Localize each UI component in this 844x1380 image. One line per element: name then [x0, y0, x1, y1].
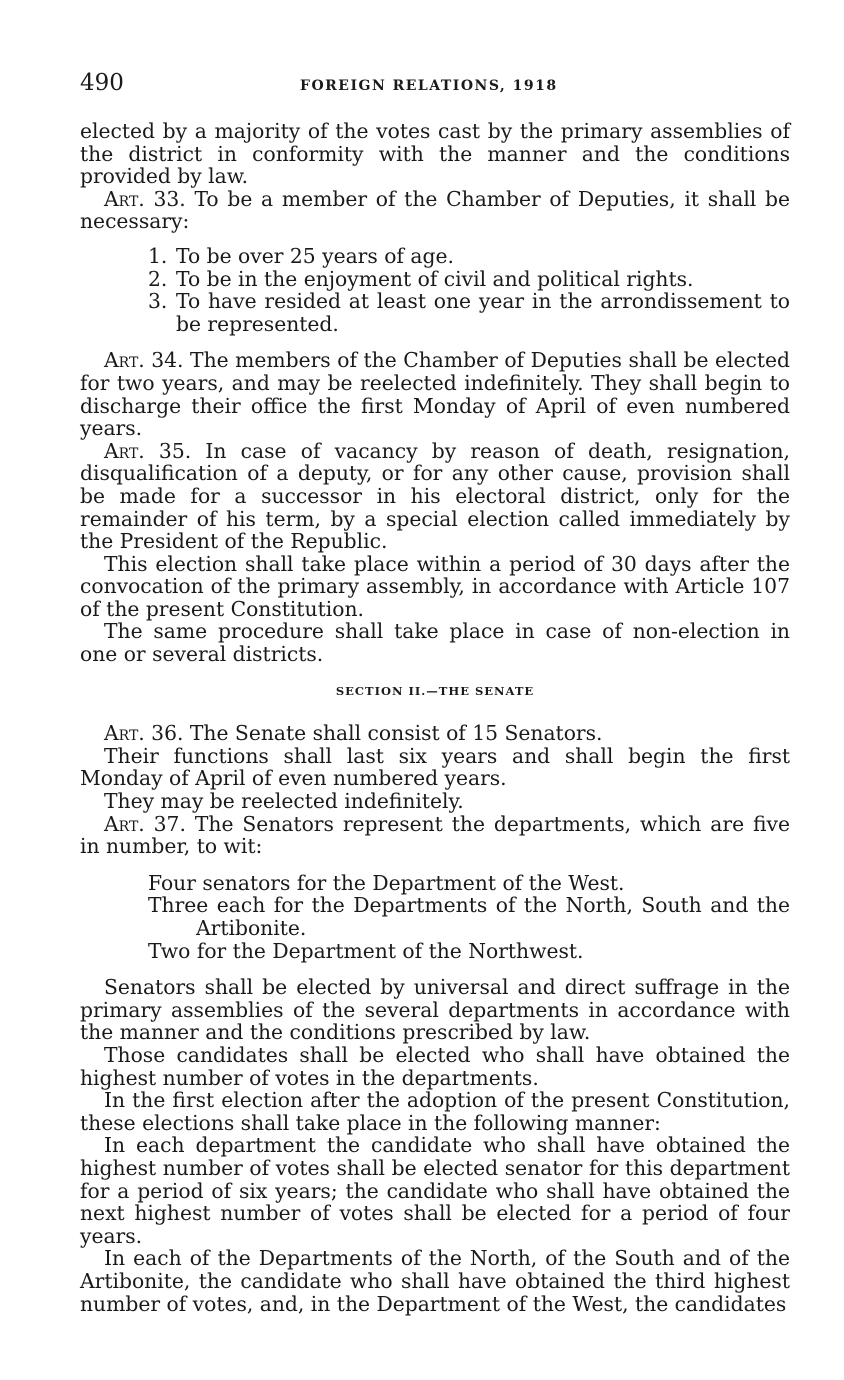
article-36	[80, 722, 790, 745]
list-text: To have resided at least one year in the arrondissement to be represented.	[176, 289, 790, 336]
article-text: To be a member of the Chamber of Deputies, it shall be necessary:	[80, 186, 790, 234]
section-heading: SECTION II.—THE SENATE	[335, 683, 535, 698]
article-36-paragraph-3: They may be reelected indefinitely.	[104, 789, 464, 814]
article-label: Art. 37.	[104, 811, 186, 836]
list-item: Four senators for the Department of the West.	[148, 870, 625, 895]
list-item	[148, 290, 790, 335]
page-number: 490	[80, 70, 124, 96]
article-35-paragraph-3: The same procedure shall take place in case of non-election in one or several districts.	[80, 619, 790, 667]
list-number: 3.	[148, 289, 168, 314]
article-33-requirements	[80, 245, 790, 335]
article-text: The members of the Chamber of Deputies shall be elected for two years, and may be reelected indefinitely. They shall begin to discharge their office the first Monday of April of even numbered years.	[80, 348, 790, 441]
list-item	[148, 245, 790, 268]
article-text: The Senate shall consist of 15 Senators.	[189, 721, 603, 746]
article-36-paragraph-2: Their functions shall last six years and shall begin the first Monday of April of even numbered years.	[80, 743, 790, 791]
document-page	[80, 72, 790, 1315]
list-item: Two for the Department of the Northwest.	[148, 938, 584, 963]
article-label: Art. 35.	[104, 438, 192, 463]
list-number: 2.	[148, 266, 168, 291]
paragraph: In each of the Departments of the North, of the South and of the Artibonite, the candidate who shall have obtained the third highest number of votes, and, in the Department of the West, the candidates	[80, 1246, 790, 1316]
article-34	[80, 349, 790, 439]
article-label: Art. 33.	[104, 186, 186, 211]
article-label: Art. 36.	[104, 721, 184, 746]
list-number: 1.	[148, 243, 168, 268]
article-37	[80, 813, 790, 858]
list-item	[148, 268, 790, 291]
senator-allocation-list	[80, 872, 790, 962]
paragraph: Senators shall be elected by universal and direct suffrage in the primary assemblies of the several departments in accordance with the manner and the conditions prescribed by law.	[80, 975, 790, 1045]
article-label: Art. 34.	[104, 348, 184, 373]
article-text: In case of vacancy by reason of death, resignation, disqualification of a deputy, or for any other cause, provision shall be made for a successor in his electoral district, only for the remainder of his term, by a special election called immediately by the President of the Republic.	[80, 438, 790, 554]
paragraph: Those candidates shall be elected who shall have obtained the highest number of votes in the departments.	[80, 1042, 790, 1090]
article-35-paragraph-2: This election shall take place within a period of 30 days after the convocation of the primary assembly, in accordance with Article 107 of the present Constitution.	[80, 551, 790, 621]
article-35	[80, 440, 790, 553]
running-title: FOREIGN RELATIONS, 1918	[300, 78, 558, 94]
list-item: Three each for the Departments of the North, South and the Artibonite.	[148, 893, 790, 940]
paragraph: In each department the candidate who shall have obtained the highest number of votes shall be elected senator for this department for a period of six years; the candidate who shall have obtained the next highest number of votes shall be elected for a period of four years.	[80, 1133, 790, 1248]
continued-paragraph: elected by a majority of the votes cast by the primary assemblies of the district in conformity with the manner and the conditions provided by law.	[80, 119, 790, 189]
article-33	[80, 188, 790, 233]
page-header	[80, 72, 790, 102]
paragraph: In the first election after the adoption of the present Constitution, these elections shall take place in the following manner:	[80, 1088, 790, 1135]
list-text: To be in the enjoyment of civil and political rights.	[176, 266, 694, 291]
article-text: The Senators represent the departments, which are five in number, to wit:	[80, 811, 790, 859]
list-text: To be over 25 years of age.	[176, 243, 454, 268]
